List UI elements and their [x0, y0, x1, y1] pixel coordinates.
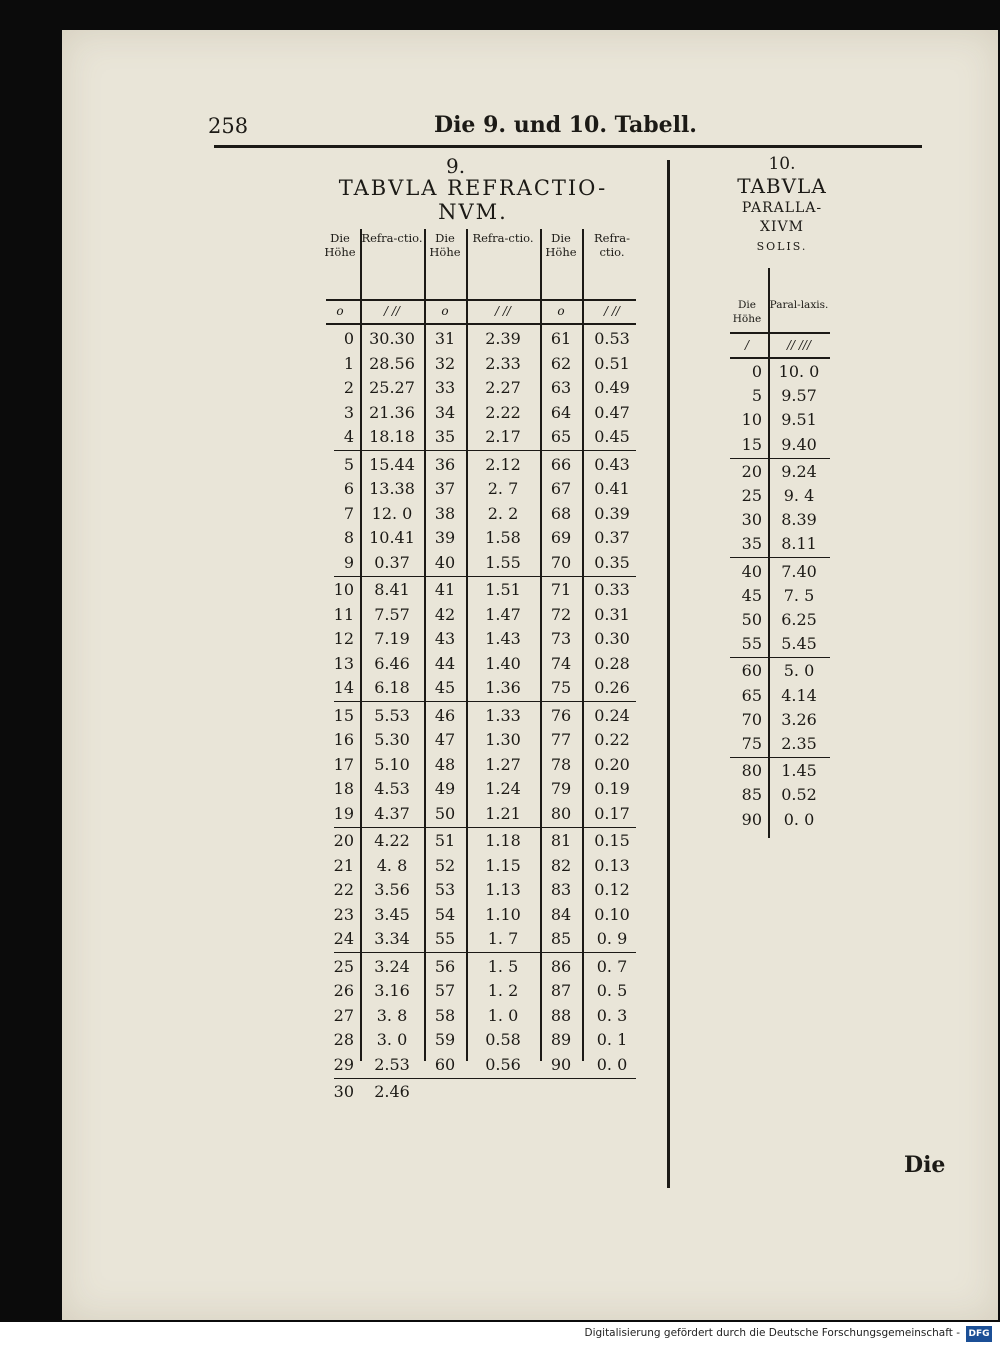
table9-cell: 75 [550, 678, 572, 698]
table10-cell: 60 [741, 661, 762, 681]
table9-cell: 1.15 [485, 855, 521, 875]
table10-subtitle1: PARALLA- [741, 200, 823, 216]
table9-cell: 64 [550, 402, 572, 422]
table10-cell: 85 [741, 785, 762, 805]
table9-cell: 56 [434, 956, 456, 976]
table9-cell: 1. 5 [487, 956, 519, 976]
table9-cell: 29 [333, 1054, 354, 1074]
page-number: 258 [208, 114, 249, 138]
table9-cell: 3.45 [374, 904, 410, 924]
table9-col-header: Refra-ctio. [472, 231, 534, 245]
table9-cell: 1.36 [485, 678, 521, 698]
table10-cell: 7.40 [781, 561, 817, 581]
table10-cell: 9.24 [781, 461, 817, 481]
table9-cell: 55 [434, 929, 456, 949]
table9-cell: 40 [434, 552, 456, 572]
table9-cell: 7.19 [374, 629, 410, 649]
table9-cell: 57 [434, 981, 456, 1001]
table9-cell: 30 [333, 1082, 354, 1101]
table9-cell: 35 [434, 427, 456, 447]
table9-cell: 88 [550, 1005, 572, 1025]
table10-subtitle3: SOLIS. [756, 240, 808, 253]
table9-cell: 51 [434, 831, 456, 850]
table9-block-rule [334, 1078, 636, 1079]
table9-cell: 26 [333, 981, 354, 1001]
table10-cell: 3.26 [781, 709, 817, 729]
table9-cell: 19 [333, 803, 354, 823]
table9-cell: 3.56 [374, 880, 410, 900]
table9-cell: 2.12 [485, 454, 521, 474]
table9-cell: 59 [434, 1030, 456, 1050]
table9-cell: 85 [550, 929, 572, 949]
table10-cell: 7. 5 [783, 585, 815, 605]
table10-title: TABVLA [737, 174, 827, 198]
table9-cell: 36 [434, 454, 456, 474]
table10-col-header: Die Höhe [732, 299, 762, 325]
table9-cell: 27 [333, 1005, 354, 1025]
table9-cell: 31 [434, 329, 456, 348]
running-head: Die 9. und 10. Tabell. [434, 112, 697, 138]
table9-cell: 0.17 [594, 803, 630, 823]
table9-cell: 0.22 [594, 730, 630, 750]
table9-cell: 22 [333, 880, 354, 900]
table9-cell: 44 [434, 653, 456, 673]
table9-cell: 0 [343, 329, 354, 348]
table10-block-rule [730, 757, 830, 758]
column-divider [667, 160, 670, 1188]
table9-cell: 1. 2 [487, 981, 519, 1001]
table9-cell: 74 [550, 653, 572, 673]
table9-cell: 42 [434, 604, 456, 624]
table9-cell: 8 [343, 528, 354, 548]
table10-unit: / [744, 338, 750, 352]
table9-cell: 6.18 [374, 678, 410, 698]
table10-cell: 4.14 [781, 685, 817, 705]
table9-cell: 0.15 [594, 831, 630, 850]
table9-cell: 86 [550, 956, 572, 976]
table9-cell: 21.36 [369, 402, 415, 422]
table10-cell: 5.45 [781, 634, 817, 654]
table9-cell: 13 [333, 653, 354, 673]
table9-cell: 77 [550, 730, 572, 750]
table9-cell: 68 [550, 503, 572, 523]
table9-cell: 2. 7 [487, 479, 519, 499]
table9-cell: 1.43 [485, 629, 521, 649]
table9-cell: 3.16 [374, 981, 410, 1001]
table9-cell: 0. 7 [596, 956, 628, 976]
table9-cell: 14 [333, 678, 354, 698]
table10-cell: 20 [741, 461, 762, 481]
table10-cell: 30 [741, 510, 762, 530]
table9-unit: / // [495, 304, 511, 318]
table9-block-rule [334, 576, 636, 577]
table9-cell: 0.56 [485, 1054, 521, 1074]
book-page [62, 30, 998, 1320]
table9-cell: 0.13 [594, 855, 630, 875]
table9-cell: 6.46 [374, 653, 410, 673]
table10-cell: 10 [741, 410, 762, 430]
table9-cell: 71 [550, 580, 572, 599]
table9-cell: 15 [333, 705, 354, 725]
table9-cell: 0.19 [594, 779, 630, 799]
table9-cell: 1.24 [485, 779, 521, 799]
table10-cell: 40 [741, 561, 762, 581]
table9-cell: 13.38 [369, 479, 415, 499]
table9-cell: 0. 5 [596, 981, 628, 1001]
table9-cell: 0.20 [594, 754, 630, 774]
table10-cell: 65 [741, 685, 762, 705]
table9-cell: 17 [333, 754, 354, 774]
table9-cell: 49 [434, 779, 456, 799]
table9-cell: 45 [434, 678, 456, 698]
table9-cell: 0.37 [594, 528, 630, 548]
table9-cell: 2.17 [485, 427, 521, 447]
table10-cell: 5. 0 [783, 661, 815, 681]
table9-cell: 0.51 [594, 353, 630, 373]
table10-cell: 9.57 [781, 386, 817, 406]
table9-unit: / // [384, 304, 400, 318]
table9-cell: 83 [550, 880, 572, 900]
table9-title-line1: TABVLA REFRACTIO- [338, 176, 608, 200]
table10-cell: 15 [741, 434, 762, 454]
table9-cell: 28 [333, 1030, 354, 1050]
table10-number: 10. [768, 154, 796, 174]
table9-cell: 1. 7 [487, 929, 519, 949]
table9-cell: 10.41 [369, 528, 415, 548]
table9-cell: 1.58 [485, 528, 521, 548]
table9-cell: 63 [550, 378, 572, 398]
table10-cell: 45 [741, 585, 762, 605]
table10-cell: 90 [741, 809, 762, 829]
table9-unit: o [441, 304, 449, 318]
table9-cell: 69 [550, 528, 572, 548]
table9-col-header: Die Höhe [545, 231, 577, 259]
table9-cell: 84 [550, 904, 572, 924]
table10-block-rule [730, 557, 830, 558]
table9-cell: 52 [434, 855, 456, 875]
table9-cell: 0. 0 [596, 1054, 628, 1074]
table9-cell: 2.22 [485, 402, 521, 422]
table9-cell: 87 [550, 981, 572, 1001]
table9-cell: 6 [343, 479, 354, 499]
table9-cell: 78 [550, 754, 572, 774]
table9-cell: 89 [550, 1030, 572, 1050]
table9-cell: 33 [434, 378, 456, 398]
table10-cell: 9.40 [781, 434, 817, 454]
table9-cell: 23 [333, 904, 354, 924]
table9-cell: 0.49 [594, 378, 630, 398]
table9-cell: 0.41 [594, 479, 630, 499]
table9-cell: 61 [550, 329, 572, 348]
table10-cell: 9.51 [781, 410, 817, 430]
table9-cell: 2.33 [485, 353, 521, 373]
table9-grid [320, 229, 640, 1101]
table9-block-rule [334, 952, 636, 953]
table9-cell: 2.53 [374, 1054, 410, 1074]
table9-cell: 79 [550, 779, 572, 799]
table9-number: 9. [446, 154, 466, 178]
table9-cell: 1.21 [485, 803, 521, 823]
table9-block-rule [334, 827, 636, 828]
table9-cell: 20 [333, 831, 354, 850]
table9-cell: 81 [550, 831, 572, 850]
table9-cell: 0.53 [594, 329, 630, 348]
table9-cell: 18 [333, 779, 354, 799]
table10-cell: 0 [751, 362, 762, 381]
table10-units-rule [730, 357, 830, 359]
table9-col-header: Refra-ctio. [361, 231, 423, 245]
table10-cell: 9. 4 [783, 486, 815, 505]
table9-cell: 3.34 [374, 929, 410, 949]
table9-cell: 0.35 [594, 552, 630, 572]
table9-cell: 0.12 [594, 880, 630, 900]
table9-cell: 12. 0 [371, 503, 413, 523]
table9-cell: 0.37 [374, 552, 410, 572]
table9-cell: 62 [550, 353, 572, 373]
table10-cell: 50 [741, 610, 762, 629]
table9-cell: 1.18 [485, 831, 521, 850]
table10-cell: 8.11 [781, 534, 817, 554]
table9-cell: 1.30 [485, 730, 521, 750]
table9-cell: 0.33 [594, 580, 630, 599]
table10-cell: 70 [741, 709, 762, 729]
table9-cell: 3.24 [374, 956, 410, 976]
table9-cell: 28.56 [369, 353, 415, 373]
table9-cell: 4.37 [374, 803, 410, 823]
table9-cell: 16 [333, 730, 354, 750]
table9-cell: 4.53 [374, 779, 410, 799]
table10-cell: 55 [741, 634, 762, 654]
table9-cell: 58 [434, 1005, 456, 1025]
table9-cell: 1.10 [485, 904, 521, 924]
table9-cell: 9 [343, 552, 354, 572]
table9-cell: 7.57 [374, 604, 410, 624]
table9-cell: 70 [550, 552, 572, 572]
table10-cell: 1.45 [781, 761, 817, 781]
table9-cell: 1.27 [485, 754, 521, 774]
table9-cell: 0.39 [594, 503, 630, 523]
table9-cell: 0.26 [594, 678, 630, 698]
refraction-table [320, 229, 640, 1101]
table9-cell: 3. 8 [376, 1005, 408, 1025]
table9-cell: 39 [434, 528, 456, 548]
table9-cell: 21 [333, 855, 354, 875]
table9-units-rule [326, 323, 636, 325]
table9-cell: 41 [434, 580, 456, 599]
table9-cell: 0.30 [594, 629, 630, 649]
table10-block-rule [730, 657, 830, 658]
table10-cell: 80 [741, 761, 762, 781]
table10-unit: // /// [786, 338, 812, 352]
table9-block-rule [334, 701, 636, 702]
table9-cell: 5 [343, 454, 354, 474]
table10-cell: 35 [741, 534, 762, 554]
table9-cell: 0.31 [594, 604, 630, 624]
table9-cell: 7 [343, 503, 354, 523]
table9-cell: 60 [434, 1054, 456, 1074]
table9-cell: 0.47 [594, 402, 630, 422]
table10-cell: 75 [741, 734, 762, 753]
table9-cell: 18.18 [369, 427, 415, 447]
table9-cell: 34 [434, 402, 456, 422]
table9-cell: 2.46 [374, 1082, 410, 1101]
table9-cell: 1.55 [485, 552, 521, 572]
table9-cell: 30.30 [369, 329, 415, 348]
table10-cell: 8.39 [781, 510, 817, 530]
table9-col-header: Refra-ctio. [594, 231, 630, 259]
table9-cell: 4. 8 [376, 855, 408, 875]
table9-cell: 46 [434, 705, 456, 725]
table9-unit: o [336, 304, 344, 318]
table9-cell: 65 [550, 427, 572, 447]
table10-col-header: Paral-laxis. [769, 299, 829, 311]
table9-cell: 0. 9 [596, 929, 628, 949]
table9-cell: 2 [343, 378, 354, 398]
table9-header-rule [326, 299, 636, 301]
table9-unit: o [557, 304, 565, 318]
table9-cell: 90 [550, 1054, 572, 1074]
table9-cell: 0. 3 [596, 1005, 628, 1025]
table9-cell: 1 [343, 353, 354, 373]
table10-grid [726, 268, 836, 838]
table9-cell: 47 [434, 730, 456, 750]
table9-cell: 24 [333, 929, 354, 949]
table9-cell: 66 [550, 454, 572, 474]
table9-cell: 1. 0 [487, 1005, 519, 1025]
table9-cell: 3 [343, 402, 354, 422]
table10-cell: 2.35 [781, 734, 817, 753]
table9-cell: 38 [434, 503, 456, 523]
table9-cell: 0. 1 [596, 1030, 628, 1050]
table9-cell: 1.40 [485, 653, 521, 673]
table9-cell: 73 [550, 629, 572, 649]
table9-cell: 53 [434, 880, 456, 900]
footer-bar [0, 1322, 1000, 1348]
table10-cell: 6.25 [781, 610, 817, 629]
table9-cell: 82 [550, 855, 572, 875]
table9-cell: 2.39 [485, 329, 521, 348]
table10-block-rule [730, 458, 830, 459]
table9-cell: 0.10 [594, 904, 630, 924]
table9-unit: / // [604, 304, 620, 318]
table9-cell: 37 [434, 479, 456, 499]
table9-cell: 4 [343, 427, 354, 447]
table9-cell: 72 [550, 604, 572, 624]
table9-cell: 5.53 [374, 705, 410, 725]
table10-cell: 0. 0 [783, 809, 815, 829]
table9-cell: 10 [333, 580, 354, 599]
table10-cell: 5 [751, 386, 762, 406]
table9-cell: 0.28 [594, 653, 630, 673]
table9-cell: 1.47 [485, 604, 521, 624]
table9-cell: 50 [434, 803, 456, 823]
footer-credit: Digitalisierung gefördert durch die Deutsche Forschungsgemeinschaft - [584, 1327, 960, 1339]
table9-cell: 0.45 [594, 427, 630, 447]
table9-title-line2: NVM. [438, 200, 508, 224]
table9-col-header: Die Höhe [324, 231, 356, 259]
table10-subtitle2: XIVM [760, 219, 804, 235]
parallax-table [726, 268, 836, 838]
table9-cell: 48 [434, 754, 456, 774]
table9-cell: 80 [550, 803, 572, 823]
table10-cell: 25 [741, 486, 762, 505]
table9-cell: 8.41 [374, 580, 410, 599]
table9-cell: 25.27 [369, 378, 415, 398]
table9-cell: 25 [333, 956, 354, 976]
head-rule [214, 145, 922, 148]
table9-cell: 0.58 [485, 1030, 521, 1050]
table9-col-header: Die Höhe [429, 231, 461, 259]
table9-cell: 76 [550, 705, 572, 725]
table9-cell: 1.51 [485, 580, 521, 599]
table9-cell: 67 [550, 479, 572, 499]
table9-cell: 5.10 [374, 754, 410, 774]
table9-cell: 4.22 [374, 831, 410, 850]
table10-header-rule [730, 332, 830, 334]
table9-cell: 1.33 [485, 705, 521, 725]
table9-cell: 5.30 [374, 730, 410, 750]
table9-cell: 15.44 [369, 454, 415, 474]
table9-cell: 0.43 [594, 454, 630, 474]
table9-cell: 54 [434, 904, 456, 924]
table9-cell: 0.24 [594, 705, 630, 725]
table9-cell: 1.13 [485, 880, 521, 900]
table9-cell: 2.27 [485, 378, 521, 398]
table9-cell: 12 [333, 629, 354, 649]
table9-block-rule [334, 450, 636, 451]
table9-cell: 32 [434, 353, 456, 373]
table9-cell: 43 [434, 629, 456, 649]
table9-cell: 3. 0 [376, 1030, 408, 1050]
catchword: Die [904, 1152, 946, 1178]
table10-cell: 0.52 [781, 785, 817, 805]
table10-cell: 10. 0 [778, 362, 820, 381]
dfg-logo: DFG [966, 1326, 992, 1342]
table9-cell: 2. 2 [487, 503, 519, 523]
table9-cell: 11 [333, 604, 354, 624]
